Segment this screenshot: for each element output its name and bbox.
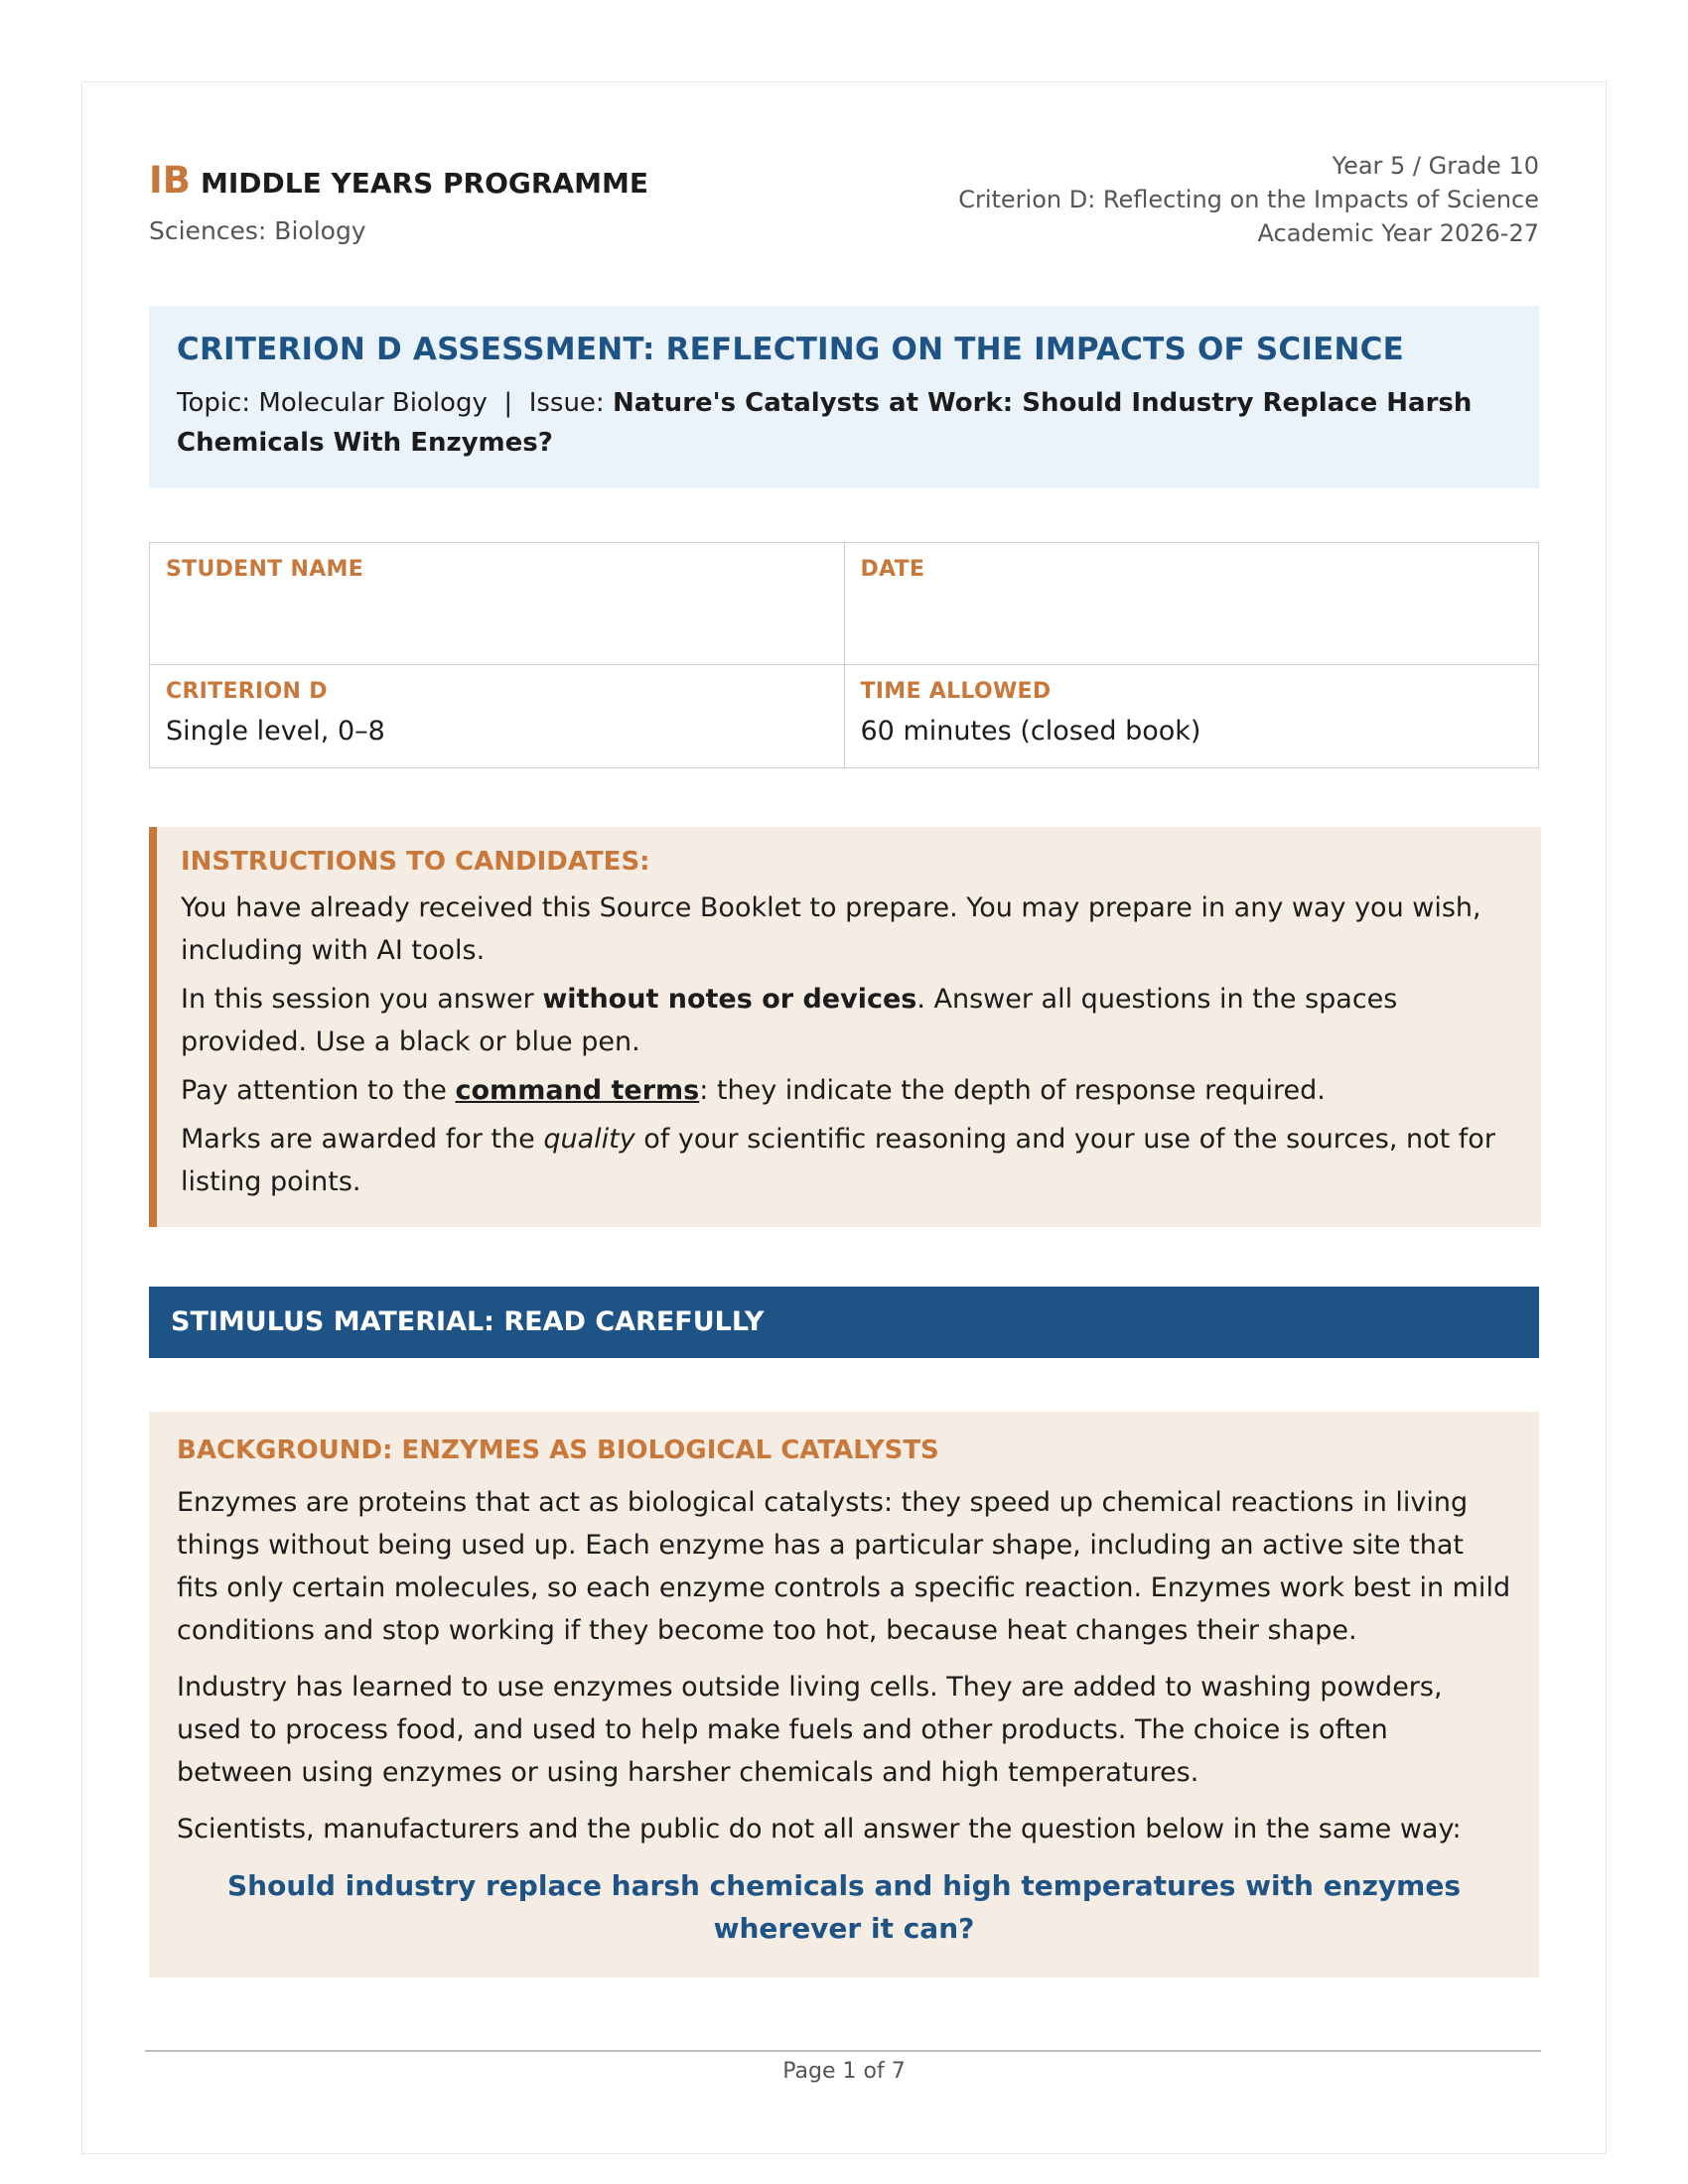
topic-value: Molecular Biology [258,388,488,418]
criterion-value: Single level, 0–8 [166,716,385,747]
criterion-cell [150,665,845,768]
time-allowed-cell [844,665,1539,768]
issue-value: Nature's Catalysts at Work: Should Industry Replace Harsh Chemicals With Enzymes? [177,388,1473,458]
background-paragraph-2: Industry has learned to use enzymes outside living cells. They are added to washing powders, used to process food, and used to help make fuels and other products. The choice is often between using enzymes or using harsher chemicals and high temperatures. [177,1672,1443,1788]
table-row [150,543,1539,665]
document-header [149,149,1539,258]
page-number: Page 1 of 7 [782,2059,906,2084]
criterion-subtitle: Criterion D: Reflecting on the Impacts of Science [958,186,1539,213]
time-allowed-label: TIME ALLOWED [860,679,1052,704]
ib-logo-text: IB [149,159,191,202]
candidate-info-table [149,542,1539,768]
background-box [149,1412,1539,1978]
date-label: DATE [860,557,925,582]
student-name-label: STUDENT NAME [166,557,364,582]
instruction-4-text-end: of your scientific reasoning and your use of the sources, not for listing points. [181,1124,1495,1197]
quality-emphasis: quality [543,1124,635,1155]
issue-label: Issue: [528,388,613,418]
command-terms-emphasis: command terms [455,1075,700,1106]
date-cell[interactable] [844,543,1539,665]
year-grade: Year 5 / Grade 10 [1332,152,1539,180]
instruction-2-text: In this session you answer [181,984,543,1015]
criterion-label: CRITERION D [166,679,328,704]
instruction-1: You have already received this Source Booklet to prepare. You may prepare in any way you wish, including with AI tools. [181,892,1481,966]
time-allowed-value: 60 minutes (closed book) [860,716,1201,747]
assessment-title-band [149,306,1539,488]
topic-issue-line [177,383,1511,463]
background-paragraph-3: Scientists, manufacturers and the public do not all answer the question below in the same way: [177,1814,1462,1844]
stimulus-heading: STIMULUS MATERIAL: READ CAREFULLY [149,1287,1539,1358]
instruction-4-text: Marks are awarded for the [181,1124,544,1155]
topic-label: Topic: [177,388,259,418]
background-title: BACKGROUND: ENZYMES AS BIOLOGICAL CATALYSTS [177,1435,939,1465]
footer-divider [145,2050,1541,2052]
subject-label: Sciences: Biology [149,216,366,245]
assessment-title: CRITERION D ASSESSMENT: REFLECTING ON THE IMPACTS OF SCIENCE [177,332,1404,367]
topic-separator: | [487,388,529,418]
instruction-2 [181,978,1513,1063]
student-name-cell[interactable] [150,543,845,665]
instruction-2-emphasis: without notes or devices [542,984,917,1015]
instructions-box [149,827,1541,1227]
table-row [150,665,1539,768]
programme-name: MIDDLE YEARS PROGRAMME [200,167,648,200]
instruction-3-text-end: : they indicate the depth of response required. [699,1075,1326,1106]
instruction-3-text: Pay attention to the [181,1075,456,1106]
background-paragraph-1: Enzymes are proteins that act as biological catalysts: they speed up chemical reactions in living things without being used up. Each enzyme has a particular shape, including an active site that fits only certain molecules, so each enzyme controls a specific reaction. Enzymes work best in mild conditions and stop working if they become too hot, because heat changes their shape. [177,1487,1511,1646]
instruction-3 [181,1069,1513,1112]
instruction-2-text-end: . Answer all questions in the spaces provided. Use a black or blue pen. [181,984,1398,1057]
instruction-4 [181,1118,1513,1203]
instructions-title: INSTRUCTIONS TO CANDIDATES: [181,847,650,877]
programme-brand [149,159,648,202]
academic-year: Academic Year 2026-27 [1257,219,1539,247]
header-meta [958,149,1539,250]
central-question: Should industry replace harsh chemicals and high temperatures with enzymes wherever it can? [226,1869,1461,1945]
